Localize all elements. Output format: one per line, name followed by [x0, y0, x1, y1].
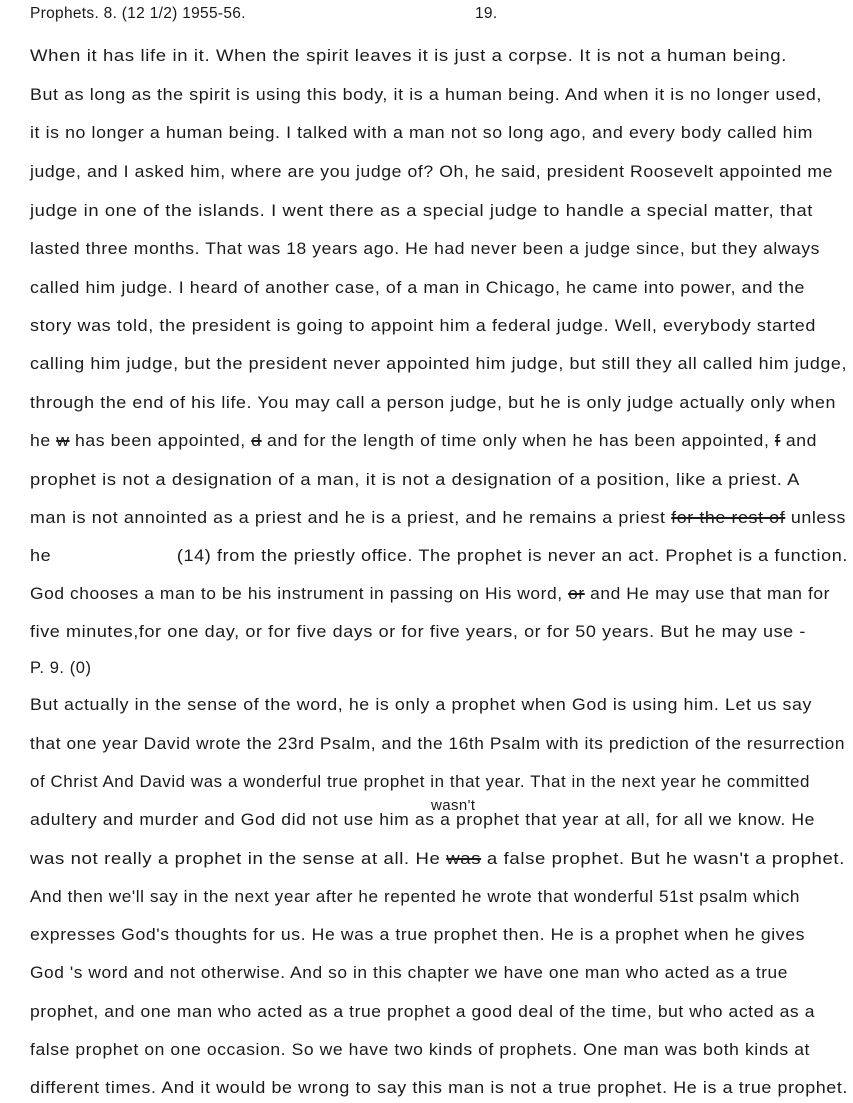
text-segment: expresses God's thoughts for us. He was a true prophet then. He is a prophet when he gives — [30, 926, 805, 944]
document-header-title: Prophets. 8. (12 1/2) 1955-56. — [30, 5, 246, 22]
text-line — [30, 278, 805, 298]
text-segment: through the end of his life. You may call a person judge, but he is only judge actually only when — [30, 394, 836, 412]
text-segment: it is no longer a human being. I talked with a man not so long ago, and every body called him — [30, 124, 813, 142]
page-marker — [30, 658, 92, 678]
text-line — [30, 431, 817, 451]
text-line — [30, 316, 816, 336]
text-line — [30, 849, 845, 869]
text-line — [30, 887, 800, 907]
text-segment: and He may use that man for — [584, 585, 830, 603]
text-line — [30, 46, 787, 66]
struck-text: d — [251, 432, 262, 450]
text-segment: But as long as the spirit is using this body, it is a human being. And when it is no longer used, — [30, 86, 822, 104]
text-line — [30, 239, 820, 259]
text-segment: lasted three months. That was 18 years ago. He had never been a judge since, but they always — [30, 240, 820, 258]
text-line — [30, 1078, 848, 1098]
text-line — [30, 810, 815, 830]
text-line — [30, 925, 805, 945]
text-line — [30, 1002, 815, 1022]
text-segment: judge, and I asked him, where are you judge of? Oh, he said, president Roosevelt appointed me — [30, 163, 833, 181]
text-segment: prophet, and one man who acted as a true prophet a good deal of the time, but who acted as a — [30, 1003, 816, 1021]
text-segment: adultery and murder and God did not use him as a prophet that year at all, for all we know. He — [30, 811, 816, 829]
text-segment: (14) from the priestly office. The prophet is never an act. Prophet is a function. — [176, 547, 849, 565]
text-segment: God 's word and not otherwise. And so in this chapter we have one man who acted as a true — [30, 964, 788, 982]
struck-text: w — [56, 432, 70, 450]
page-number: 19. — [475, 5, 498, 22]
text-segment: false prophet on one occasion. So we have two kinds of prophets. One man was both kinds at — [30, 1041, 810, 1059]
text-segment: he — [30, 432, 57, 450]
text-segment: different times. And it would be wrong to say this man is not a true prophet. He is a true prophet. — [30, 1079, 848, 1097]
text-segment: called him judge. I heard of another case, of a man in Chicago, he came into power, and the — [30, 279, 805, 297]
text-segment: But actually in the sense of the word, he is only a prophet when God is using him. Let us say — [30, 696, 812, 714]
text-segment: When it has life in it. When the spirit leaves it is just a corpse. It is not a human being. — [30, 47, 787, 65]
text-segment: and for the length of time only when he has been appointed, — [261, 432, 775, 450]
text-line — [30, 123, 813, 143]
text-segment: judge in one of the islands. I went there as a special judge to handle a special matter, that — [30, 202, 813, 220]
text-segment: he — [30, 547, 52, 565]
text-segment: and — [780, 432, 817, 450]
text-line — [30, 201, 813, 221]
struck-text: was — [446, 850, 482, 868]
text-segment: that one year David wrote the 23rd Psalm, and the 16th Psalm with its prediction of the resurrection — [30, 735, 845, 753]
text-segment: a false prophet. But he wasn't a prophet. — [481, 850, 845, 868]
text-segment: prophet is not a designation of a man, it is not a designation of a position, like a priest. A — [30, 471, 800, 489]
text-line — [30, 85, 822, 105]
text-line — [30, 1040, 810, 1060]
text-segment: P. 9. (0) — [30, 659, 92, 677]
text-segment: And then we'll say in the next year after he repented he wrote that wonderful 51st psalm which — [30, 888, 800, 906]
text-line — [30, 963, 788, 983]
text-line — [30, 584, 830, 604]
text-segment: story was told, the president is going to appoint him a federal judge. Well, everybody started — [30, 317, 817, 335]
text-line — [30, 162, 833, 182]
struck-text: for the rest of — [671, 509, 786, 527]
text-line — [30, 772, 810, 792]
text-segment: has been appointed, — [69, 432, 252, 450]
text-line — [30, 734, 845, 754]
text-line — [30, 470, 800, 490]
text-line — [30, 546, 848, 566]
interlinear-insertion: wasn't — [431, 797, 476, 814]
text-line — [30, 508, 846, 528]
text-line — [30, 354, 847, 374]
text-line — [30, 695, 812, 715]
text-line — [30, 393, 836, 413]
text-segment: God chooses a man to be his instrument in passing on His word, — [30, 585, 569, 603]
text-segment: unless — [785, 509, 846, 527]
text-segment: calling him judge, but the president never appointed him judge, but still they all called him judge, — [30, 355, 847, 373]
struck-text: or — [568, 585, 585, 603]
struck-text: f — [774, 432, 781, 450]
text-segment: man is not annointed as a priest and he is a priest, and he remains a priest — [30, 509, 672, 527]
text-segment: five minutes,for one day, or for five days or for five years, or for 50 years. But he may use - — [30, 623, 806, 641]
text-segment: was not really a prophet in the sense at all. He — [30, 850, 447, 868]
text-segment: of Christ And David was a wonderful true prophet in that year. That in the next year he committed — [30, 773, 810, 791]
text-line — [30, 622, 806, 642]
